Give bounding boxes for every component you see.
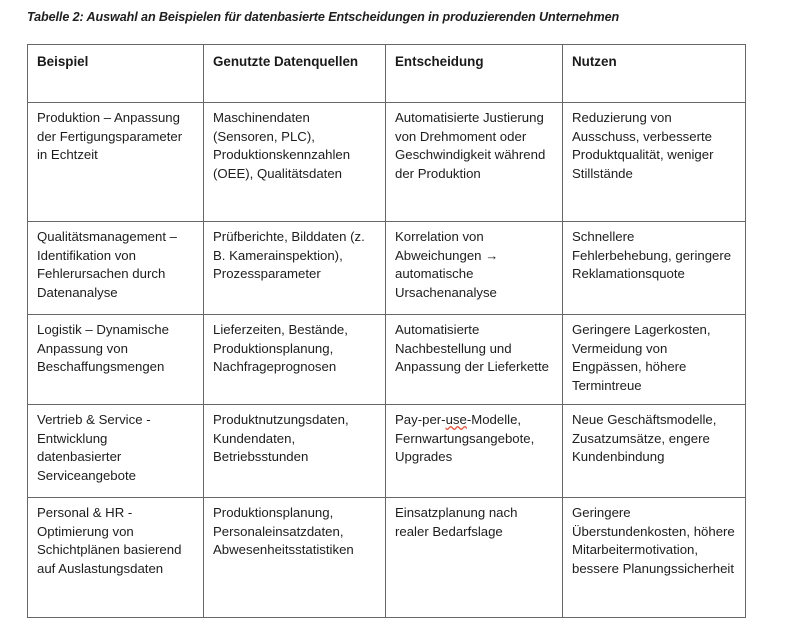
column-header-beispiel: Beispiel xyxy=(28,45,204,103)
text-after-misspelling: -Modelle, Fernwartungsangebote, Upgrades xyxy=(395,411,535,465)
cell-datenquellen: Prüfberichte, Bilddaten (z. B. Kamerainspektion), Prozessparameter xyxy=(204,222,386,315)
cell-nutzen: Neue Geschäftsmodelle, Zusatzumsätze, engere Kundenbindung xyxy=(563,404,746,497)
cell-entscheidung: Automatisierte Justierung von Drehmoment oder Geschwindigkeit während der Produktion xyxy=(386,103,563,222)
cell-entscheidung: Automatisierte Nachbestellung und Anpassung der Lieferkette xyxy=(386,315,563,405)
examples-table xyxy=(27,44,746,618)
table-row xyxy=(28,103,746,222)
cell-beispiel: Personal & HR - Optimierung von Schichtplänen basierend auf Auslastungsdaten xyxy=(28,497,204,617)
cell-beispiel: Vertrieb & Service - Entwicklung datenbasierter Serviceangebote xyxy=(28,404,204,497)
cell-datenquellen: Lieferzeiten, Bestände, Produktionsplanung, Nachfrageprognosen xyxy=(204,315,386,405)
cell-beispiel: Logistik – Dynamische Anpassung von Beschaffungsmengen xyxy=(28,315,204,405)
cell-nutzen: Reduzierung von Ausschuss, verbesserte Produktqualität, weniger Stillstände xyxy=(563,103,746,222)
cell-datenquellen: Produktionsplanung, Personaleinsatzdaten, Abwesenheitsstatistiken xyxy=(204,497,386,617)
table-row xyxy=(28,497,746,617)
table-container xyxy=(27,44,745,618)
table-row xyxy=(28,222,746,315)
table-row xyxy=(28,404,746,497)
column-header-nutzen: Nutzen xyxy=(563,45,746,103)
spellcheck-misspelled-word[interactable]: use xyxy=(445,411,467,427)
cell-datenquellen: Maschinendaten (Sensoren, PLC), Produktionskennzahlen (OEE), Qualitätsdaten xyxy=(204,103,386,222)
cell-entscheidung: Einsatzplanung nach realer Bedarfslage xyxy=(386,497,563,617)
table-row xyxy=(28,315,746,405)
table-header xyxy=(28,45,746,103)
cell-nutzen: Geringere Überstundenkosten, höhere Mitarbeitermotivation, bessere Planungssicherheit xyxy=(563,497,746,617)
column-header-datenquellen: Genutzte Datenquellen xyxy=(204,45,386,103)
table-body xyxy=(28,103,746,618)
cell-nutzen: Schnellere Fehlerbehebung, geringere Reklamationsquote xyxy=(563,222,746,315)
table-header-row xyxy=(28,45,746,103)
cell-entscheidung: Korrelation von Abweichungen → automatische Ursachenanalyse xyxy=(386,222,563,315)
column-header-entscheidung: Entscheidung xyxy=(386,45,563,103)
cell-beispiel: Produktion – Anpassung der Fertigungsparameter in Echtzeit xyxy=(28,103,204,222)
cell-beispiel: Qualitätsmanagement – Identifikation von Fehlerursachen durch Datenanalyse xyxy=(28,222,204,315)
text-before-misspelling: Pay-per- xyxy=(395,411,446,427)
cell-entscheidung xyxy=(386,404,563,497)
table-caption: Tabelle 2: Auswahl an Beispielen für datenbasierte Entscheidungen in produzierenden Unternehmen xyxy=(27,10,620,24)
cell-nutzen: Geringere Lagerkosten, Vermeidung von Engpässen, höhere Termintreue xyxy=(563,315,746,405)
cell-datenquellen: Produktnutzungsdaten, Kundendaten, Betriebsstunden xyxy=(204,404,386,497)
